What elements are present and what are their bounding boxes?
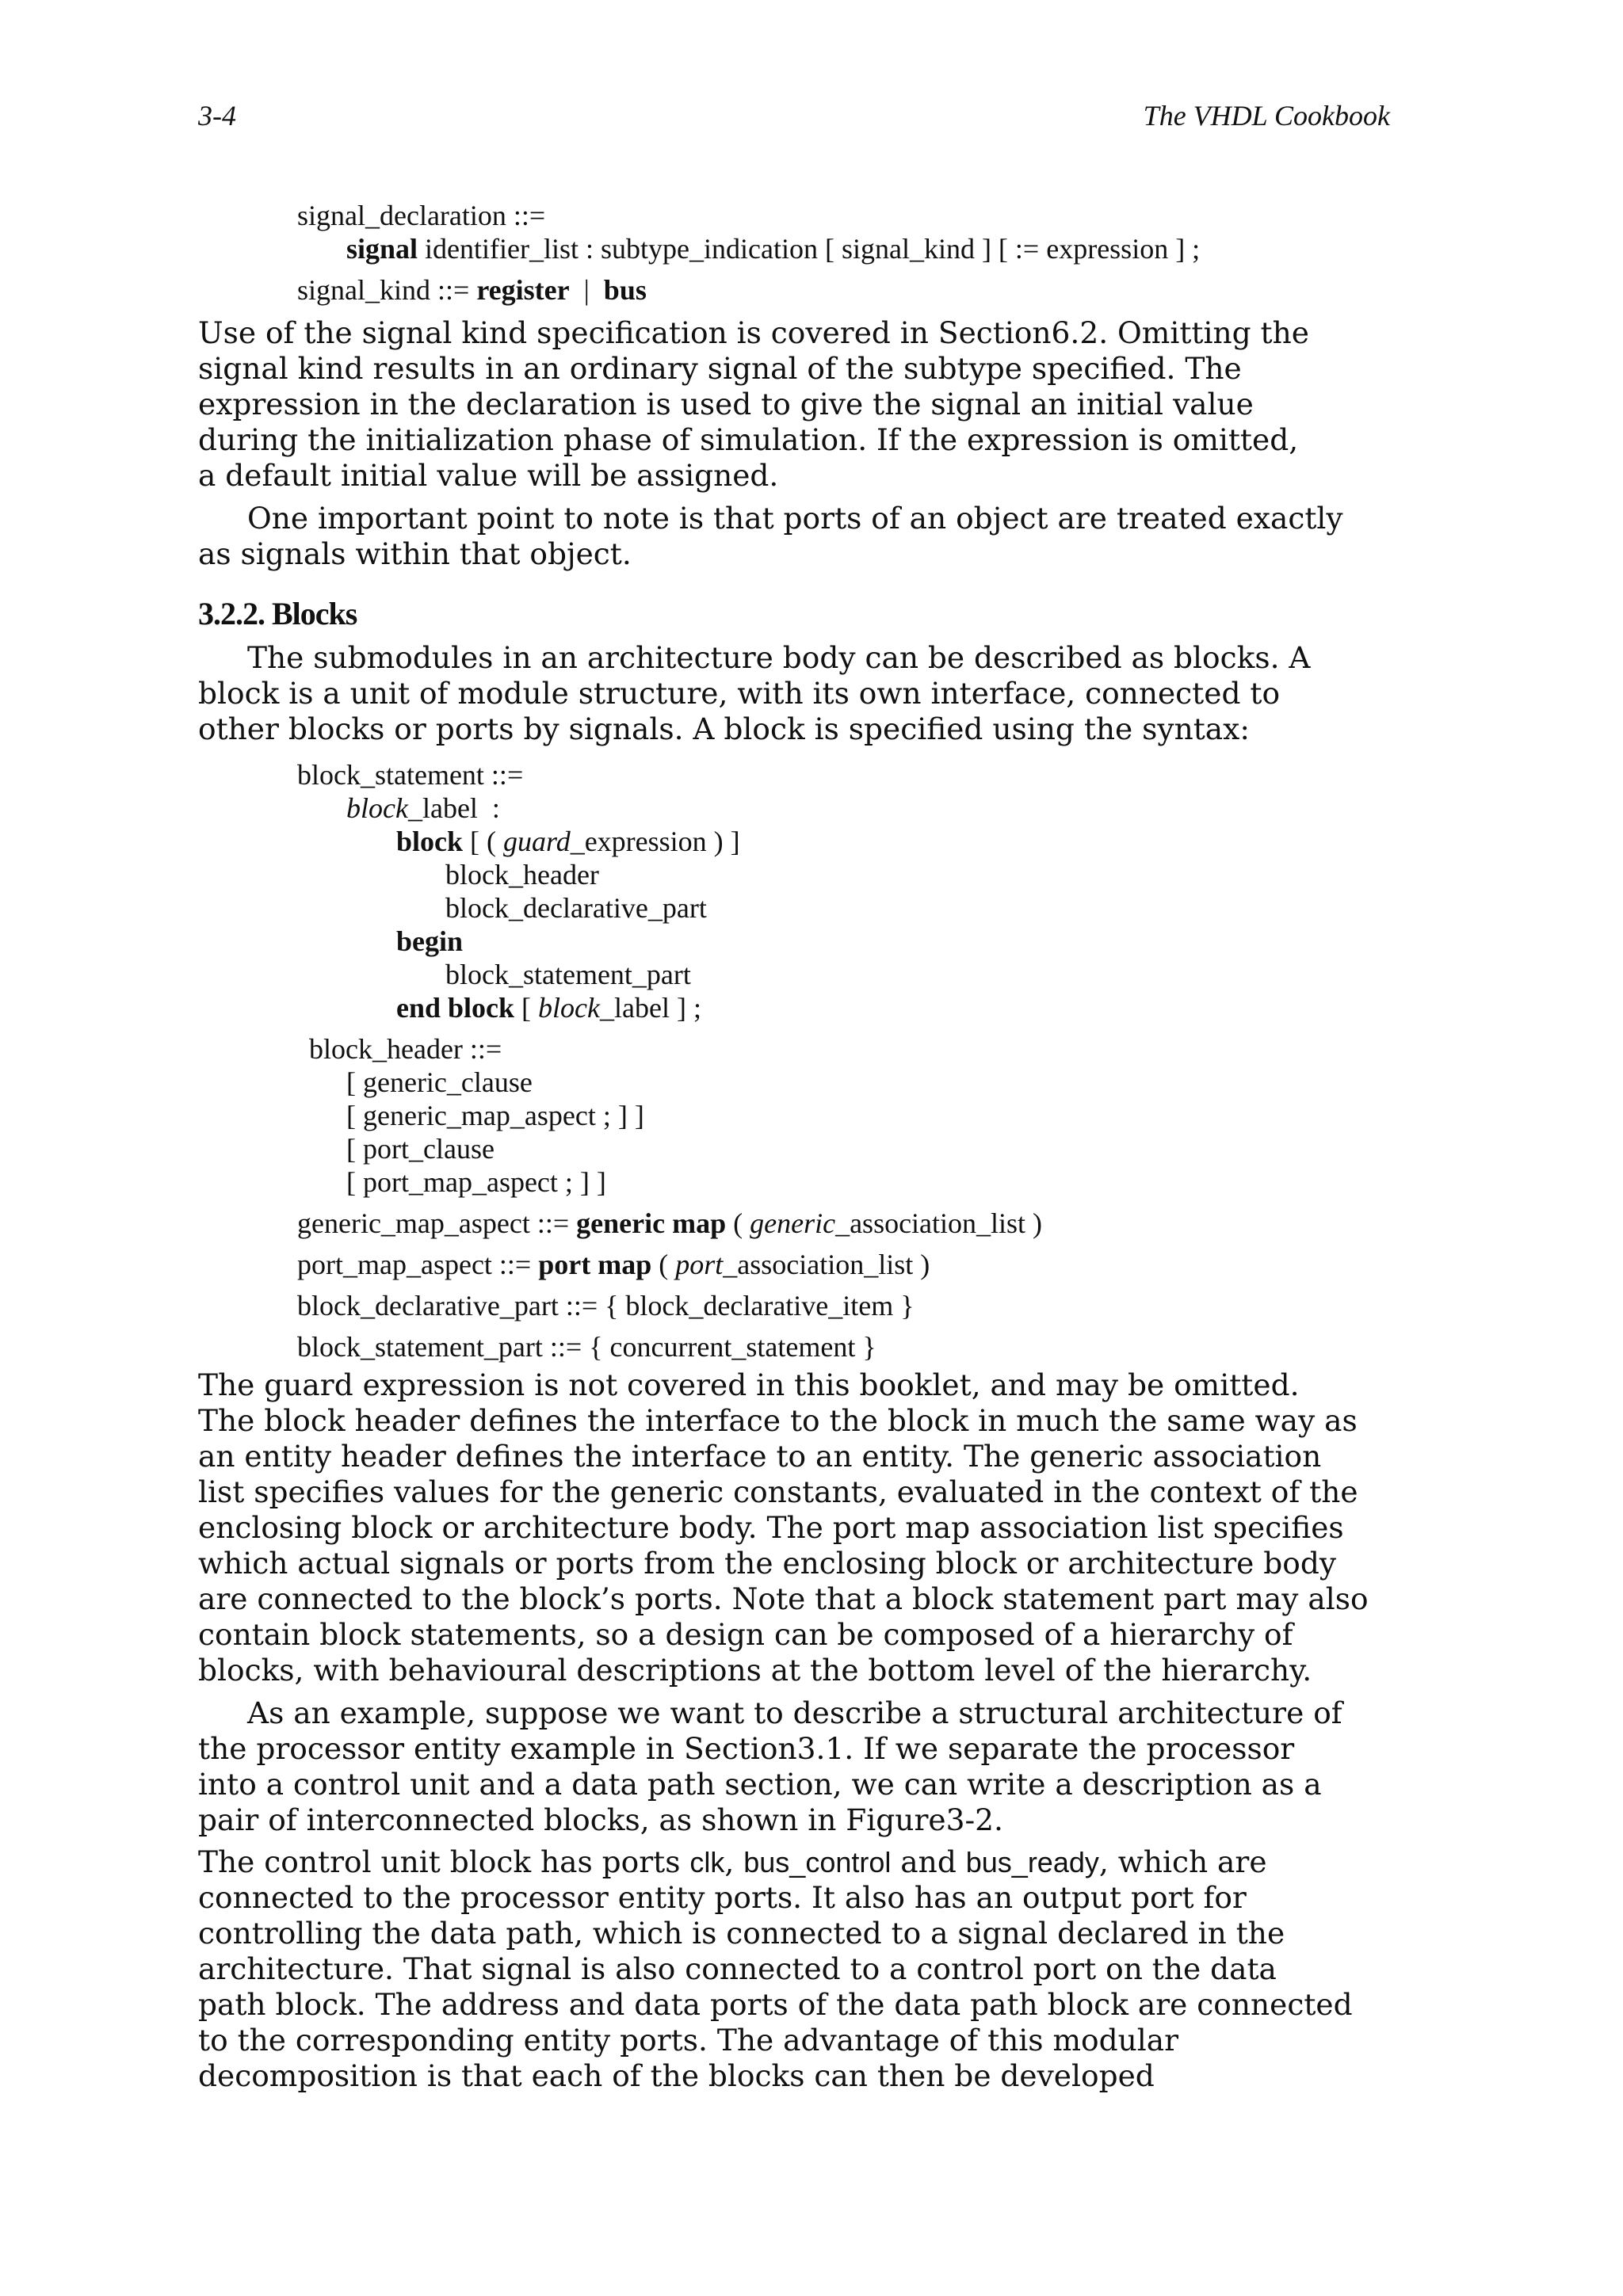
keyword-end-block: end block [396,992,515,1024]
paragraph-line [198,1844,1395,1880]
syntax-text: [ [514,992,539,1024]
paragraph-control-unit [198,1844,1395,2094]
syntax-text: | [569,274,604,306]
keyword-block: block [396,826,464,857]
paragraph-text: , [724,1844,744,1879]
keyword-port-map: port map [538,1249,652,1280]
port-name-bus-ready: bus_ready [965,1846,1099,1878]
paragraph-line: as signals within that object. [198,536,632,571]
syntax-signal-declaration-body [346,233,1200,265]
paragraph-line: the processor entity example in Section3.1. If we separate the processor [198,1731,1295,1766]
syntax-port-map-optional: [ port_map_aspect ; ] ] [346,1166,606,1198]
paragraph-line: signal kind results in an ordinary signal of the subtype specified. The [198,351,1242,386]
paragraph-line: block is a unit of module structure, with its own interface, connected to [198,676,1281,711]
paragraph-line: contain block statements, so a design can be composed of a hierarchy of [198,1617,1293,1652]
syntax-block-declarative-part: block_declarative_part ::= { block_declarative_item } [297,1290,915,1322]
paragraph-line: The guard expression is not covered in this booklet, and may be omitted. [198,1367,1300,1402]
page-number: 3-4 [198,100,236,132]
keyword-signal: signal [346,233,418,265]
keyword-register: register [476,274,570,306]
keyword-bus: bus [603,274,647,306]
syntax-text: signal_kind ::= [297,274,477,306]
italic-text: block [538,992,601,1024]
paragraph-ports-as-signals [198,501,1395,572]
port-name-clk: clk [689,1846,725,1878]
paragraph-example [198,1695,1395,1838]
paragraph-line: One important point to note is that ports of an object are treated exactly [247,501,1343,536]
syntax-block-header-ref: block_header [445,859,599,891]
paragraph-line: The submodules in an architecture body can be described as blocks. A [247,640,1311,675]
paragraph-guard-expression [198,1367,1395,1688]
syntax-generic-clause: [ generic_clause [346,1066,533,1098]
paragraph-line: which actual signals or ports from the enclosing block or architecture body [198,1546,1337,1581]
syntax-text: [ ( [463,826,504,857]
syntax-text: _association_list ) [723,1249,930,1280]
syntax-text: ( [651,1249,676,1280]
paragraph-line: connected to the processor entity ports. It also has an output port for [198,1880,1247,1915]
paragraph-text: , which are [1098,1844,1267,1879]
paragraph-line: enclosing block or architecture body. The port map association list specifies [198,1510,1344,1545]
syntax-text: identifier_list : subtype_indication [ signal_kind ] [ := expression ] ; [418,233,1201,265]
syntax-text: _expression ) ] [570,826,740,857]
syntax-text: ( [726,1207,750,1239]
paragraph-line: architecture. That signal is also connected to a control port on the data [198,1951,1277,1986]
paragraph-line: The block header defines the interface to the block in much the same way as [198,1403,1358,1438]
syntax-block-statement-part: block_statement_part ::= { concurrent_statement } [297,1331,876,1363]
paragraph-text: The control unit block has ports [198,1844,690,1879]
paragraph-line: list specifies values for the generic constants, evaluated in the context of the [198,1474,1358,1509]
syntax-block-header: block_header ::= [309,1033,502,1065]
paragraph-line: during the initialization phase of simulation. If the expression is omitted, [198,422,1299,457]
paragraph-blocks-intro [198,640,1395,747]
port-name-bus-control: bus_control [743,1846,892,1878]
paragraph-line: to the corresponding entity ports. The advantage of this modular [198,2023,1179,2058]
syntax-text: generic_map_aspect ::= [297,1207,577,1239]
italic-text: generic [750,1207,836,1239]
syntax-text: _label ] ; [600,992,701,1024]
paragraph-line: an entity header defines the interface to an entity. The generic association [198,1439,1322,1474]
paragraph-line: controlling the data path, which is connected to a signal declared in the [198,1916,1285,1951]
running-title: The VHDL Cookbook [1143,100,1390,132]
syntax-signal-kind [297,274,647,306]
syntax-port-map-aspect [297,1249,930,1280]
syntax-text: _association_list ) [835,1207,1043,1239]
syntax-block-keyword-line [396,826,740,857]
paragraph-line: path block. The address and data ports of the data path block are connected [198,1987,1353,2022]
syntax-text: _label : [407,792,500,824]
section-heading: 3.2.2. Blocks [198,596,357,631]
syntax-text: port_map_aspect ::= [297,1249,539,1280]
paragraph-line: a default initial value will be assigned. [198,458,779,493]
paragraph-line: blocks, with behavioural descriptions at the bottom level of the hierarchy. [198,1653,1312,1688]
italic-text: guard [503,826,571,857]
paragraph-text: and [891,1844,966,1879]
paragraph-line: Use of the signal kind specification is covered in Section6.2. Omitting the [198,315,1309,350]
syntax-generic-map-optional: [ generic_map_aspect ; ] ] [346,1100,644,1131]
syntax-signal-declaration: signal_declaration ::= [297,200,546,231]
syntax-port-clause: [ port_clause [346,1133,495,1165]
syntax-generic-map-aspect [297,1207,1042,1239]
paragraph-line: expression in the declaration is used to give the signal an initial value [198,387,1254,421]
paragraph-line: decomposition is that each of the blocks can then be developed [198,2058,1155,2093]
paragraph-line: other blocks or ports by signals. A block is specified using the syntax: [198,711,1250,746]
keyword-begin: begin [396,925,464,957]
syntax-block-label [346,792,500,824]
syntax-block-declarative-ref: block_declarative_part [445,892,707,924]
syntax-end-block [396,992,701,1024]
italic-text: block [346,792,408,824]
syntax-begin [396,925,463,957]
keyword-generic-map: generic map [576,1207,727,1239]
syntax-block-statement-part-ref: block_statement_part [445,959,691,990]
paragraph-signal-kind [198,315,1395,494]
paragraph-line: As an example, suppose we want to describe a structural architecture of [247,1695,1342,1730]
paragraph-line: pair of interconnected blocks, as shown in Figure3-2. [198,1802,1003,1837]
syntax-block-statement: block_statement ::= [297,759,524,791]
paragraph-line: are connected to the block’s ports. Note that a block statement part may also [198,1581,1369,1616]
italic-text: port [675,1249,724,1280]
paragraph-line: into a control unit and a data path section, we can write a description as a [198,1767,1322,1802]
